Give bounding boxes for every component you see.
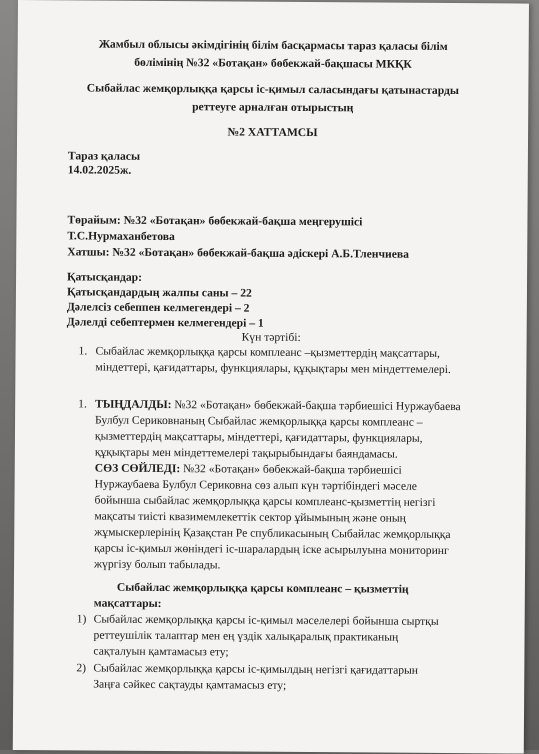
heard-line-4: құқықтары мен міндеттемелері тақырыбындағы баяндамасы. [94, 445, 398, 461]
goals-title-line-2: мақсаттары: [93, 596, 162, 611]
org-line-2: бөлімінің №32 «Ботақан» бөбекжай-бақшасы МКҚК [134, 55, 412, 71]
attendance-total: Қатысқандардың жалпы саны – 22 [66, 285, 252, 300]
chair-line-1: Төрайым: №32 «Ботақан» бөбекжай-бақша меңгерушісі [67, 213, 363, 229]
spoke-line-2: Нуржаубаева Булбул Сериковна сөз алып күн тәртібіндегі мәселе [94, 477, 417, 493]
secretary-line [67, 245, 409, 260]
goal-item-1-number: 1) [76, 612, 87, 626]
spoke-line-3: бойынша сыбайлас жемқорлыққа қарсы комплеанс-қызметтің негізгі [94, 493, 436, 509]
goal-item-1-line-1: Сыбайлас жемқорлыққа қарсы іс-қимыл мәселелері бойынша сыртқы [93, 612, 439, 628]
org-line-1: Жамбыл облысы әкімдігінің білім басқармасы тараз қаласы білім [98, 37, 448, 54]
heard-text-1: №32 «Ботақан» бөбекжай-бақша тәрбиешісі Нуржаубаева [171, 398, 461, 414]
goal-item-2-number: 2) [76, 661, 87, 675]
chair-line-2: Т.С.Нурмаханбетова [67, 229, 175, 244]
date: 14.02.2025ж. [67, 163, 132, 177]
heard-line-1 [95, 398, 461, 414]
body-item-number: 1. [78, 397, 87, 411]
heard-line-2: Булбул Сериковнаның Сыбайлас жемқорлыққа қарсы комплеанс – [95, 413, 423, 429]
meeting-line-1: Сыбайлас жемқорлыққа қарсы іс-қимыл саласындағы қатынастарды [86, 81, 460, 98]
agenda-item-line-1: Сыбайлас жемқорлыққа қарсы комплеанс –қызметтердің мақсаттары, [95, 344, 441, 360]
spoke-text-1: №32 «Ботақан» бөбекжай-бақша тәрбиешісі [180, 462, 402, 477]
heard-label: ТЫҢДАЛДЫ: [95, 397, 172, 412]
document-content [13, 0, 529, 754]
agenda-item-number: 1. [78, 344, 88, 358]
protocol-title: №2 ХАТТАМСЫ [227, 125, 318, 140]
goal-item-1-line-2: реттеушілік талаптар мен ең үздік халықаралық практиканың [93, 628, 399, 644]
spoke-line-7: жүргізу болып табылады. [94, 557, 221, 572]
attendance-absent-1: Дәлелсіз себеппен келмегендері – 2 [66, 300, 250, 315]
agenda-title: Күн тәртібі: [241, 330, 301, 344]
secretary-text: №32 «Ботақан» бөбекжай-бақша әдіскері А.Б.Тленчиева [112, 245, 409, 261]
document-page [13, 0, 529, 754]
attendance-title: Қатысқандар: [67, 270, 143, 284]
attendance-absent-2: Дәлелді себептермен келмегендері – 1 [66, 315, 264, 330]
goals-title-line-1: Сыбайлас жемқорлыққа қарсы комплеанс – қызметтің [116, 580, 409, 596]
goal-item-1-line-3: сақталуын қамтамасыз ету; [93, 644, 229, 659]
heard-line-3: қызметтердің мақсаттары, міндеттері, қағидаттары, функциялары, [94, 429, 423, 445]
spoke-line-4: мақсаты тиісті квазимемлекеттік сектор ұйымының және оның [94, 509, 406, 525]
spoke-label: СӨЗ СӨЙЛЕДІ: [94, 461, 181, 476]
meeting-line-2: реттеуге арналған отырыстың [192, 100, 354, 115]
spoke-line-1 [95, 462, 402, 477]
spoke-line-5: жұмыскерлерінің Қазақстан Ре спубликасының Сыбайлас жемқорлыққа [94, 525, 451, 542]
goal-item-2-line-1: Сыбайлас жемқорлыққа қарсы іс-қимылдың негізгі қағидаттарын [93, 661, 419, 677]
city: Тараз қаласы [67, 149, 141, 163]
spoke-line-6: қарсы іс-қимыл жөніндегі іс-шаралардың іске асырылуына мониторинг [94, 541, 449, 558]
agenda-item-line-2: міндеттері, қағидаттары, функциялары, құқықтары мен міндеттемелері. [95, 360, 451, 377]
secretary-label: Хатшы: [67, 245, 113, 259]
goal-item-2-line-2: Заңға сәйкес сақтауды қамтамасыз ету; [93, 677, 287, 692]
